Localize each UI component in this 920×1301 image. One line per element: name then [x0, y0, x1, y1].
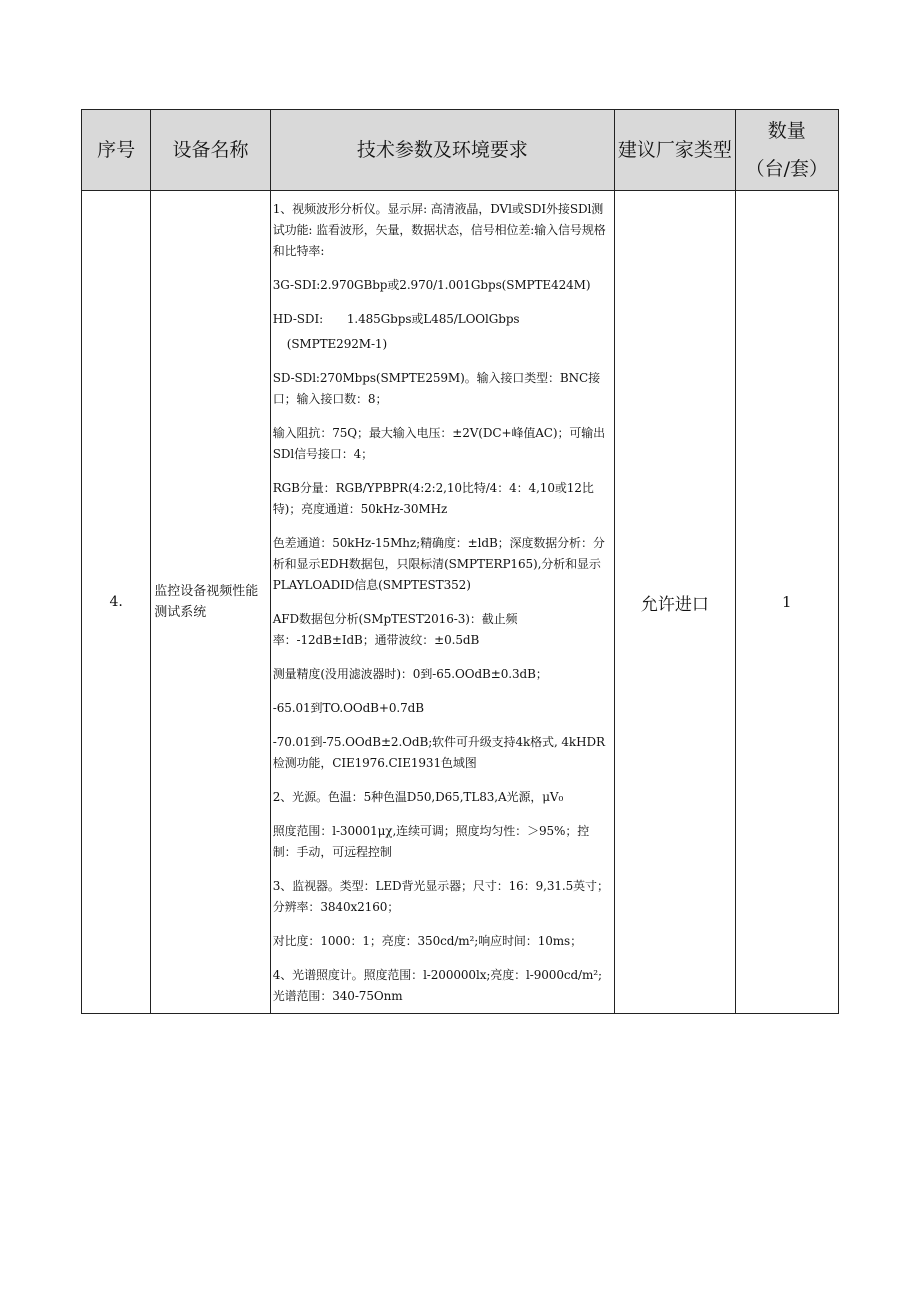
- spec-line: 3、监视器。类型：LED背光显示器；尺寸：16：9,31.5英寸；分辨率：3840x2160；: [272, 879, 609, 914]
- spec-line: HD-SDI: 1.485Gbps或L485/LOOlGbps: [272, 312, 520, 326]
- row-vendor-type: 允许进口: [615, 191, 735, 1014]
- spec-line: 测量精度(没用滤波器时)：0到-65.OOdB±0.3dB；: [272, 667, 548, 681]
- header-quantity: [735, 110, 838, 191]
- spec-line: 对比度：1000：1；亮度：350cd/m²;响应时间：10ms；: [272, 934, 582, 948]
- header-name: 设备名称: [151, 110, 270, 191]
- row-quantity: 1: [735, 191, 838, 1014]
- spec-line: 2、光源。色温：5种色温D50,D65,TL83,A光源，μV₀: [272, 790, 564, 804]
- header-vendor: 建议厂家类型: [615, 110, 735, 191]
- spec-line: RGB分量：RGB/YPBPR(4:2:2,10比特/4：4：4,10或12比特)；亮度通道：50kHz-30MHz: [272, 481, 594, 516]
- spec-line: AFD数据包分析(SMpTEST2016-3)：截止频率：-12dB±IdB；通带波纹：±0.5dB: [272, 612, 518, 647]
- spec-line: -70.01到-75.OOdB±2.OdB;软件可升级支持4k格式, 4kHDR检测功能，CIE1976.CIE1931色域图: [272, 735, 605, 770]
- spec-line: (SMPTE292M-1): [286, 337, 388, 351]
- spec-line: 输入阻抗：75Q；最大输入电压：±2V(DC+峰值AC)；可输出SDl信号接口：4；: [272, 426, 606, 461]
- spec-line: 3G-SDI:2.970GBbp或2.970/1.001Gbps(SMPTE424M): [272, 278, 591, 292]
- header-index: 序号: [82, 110, 151, 191]
- row-index: 4.: [82, 191, 151, 1014]
- spec-line: -65.01到TO.OOdB+0.7dB: [272, 701, 424, 715]
- table-header-row: [82, 110, 839, 191]
- header-quantity-line2: （台/套）: [745, 158, 828, 180]
- spec-line: 照度范围：l-30001μχ,连续可调；照度均匀性：＞95%；控制：手动，可远程控制: [272, 824, 590, 859]
- row-equipment-name: 监控设备视频性能测试系统: [151, 191, 270, 1014]
- spec-line: 色差通道：50kHz-15Mhz;精确度：±ldB；深度数据分析：分析和显示EDH数据包，只限标清(SMPTERP165),分析和显示PLAYLOADID信息(SMPTEST352): [272, 536, 605, 592]
- header-spec: 技术参数及环境要求: [270, 110, 614, 191]
- equipment-spec-table: [81, 109, 839, 1014]
- header-quantity-line1: 数量: [767, 120, 806, 142]
- table-row: [82, 191, 839, 1014]
- spec-line: 1、视频波形分析仪。显示屏: 高清液晶，DVl或SDI外接SDl测试功能: 监看波形，矢量，数据状态，信号相位差:输入信号规格和比特率:: [272, 202, 606, 258]
- row-spec: [270, 191, 614, 1014]
- spec-line: 4、光谱照度计。照度范围：l-200000lx;亮度：l-9000cd/m²;光谱范围：340-75Onm: [272, 968, 602, 1003]
- spec-line: SD-SDl:270Mbps(SMPTE259M)。输入接口类型：BNC接口；输入接口数：8；: [272, 371, 600, 406]
